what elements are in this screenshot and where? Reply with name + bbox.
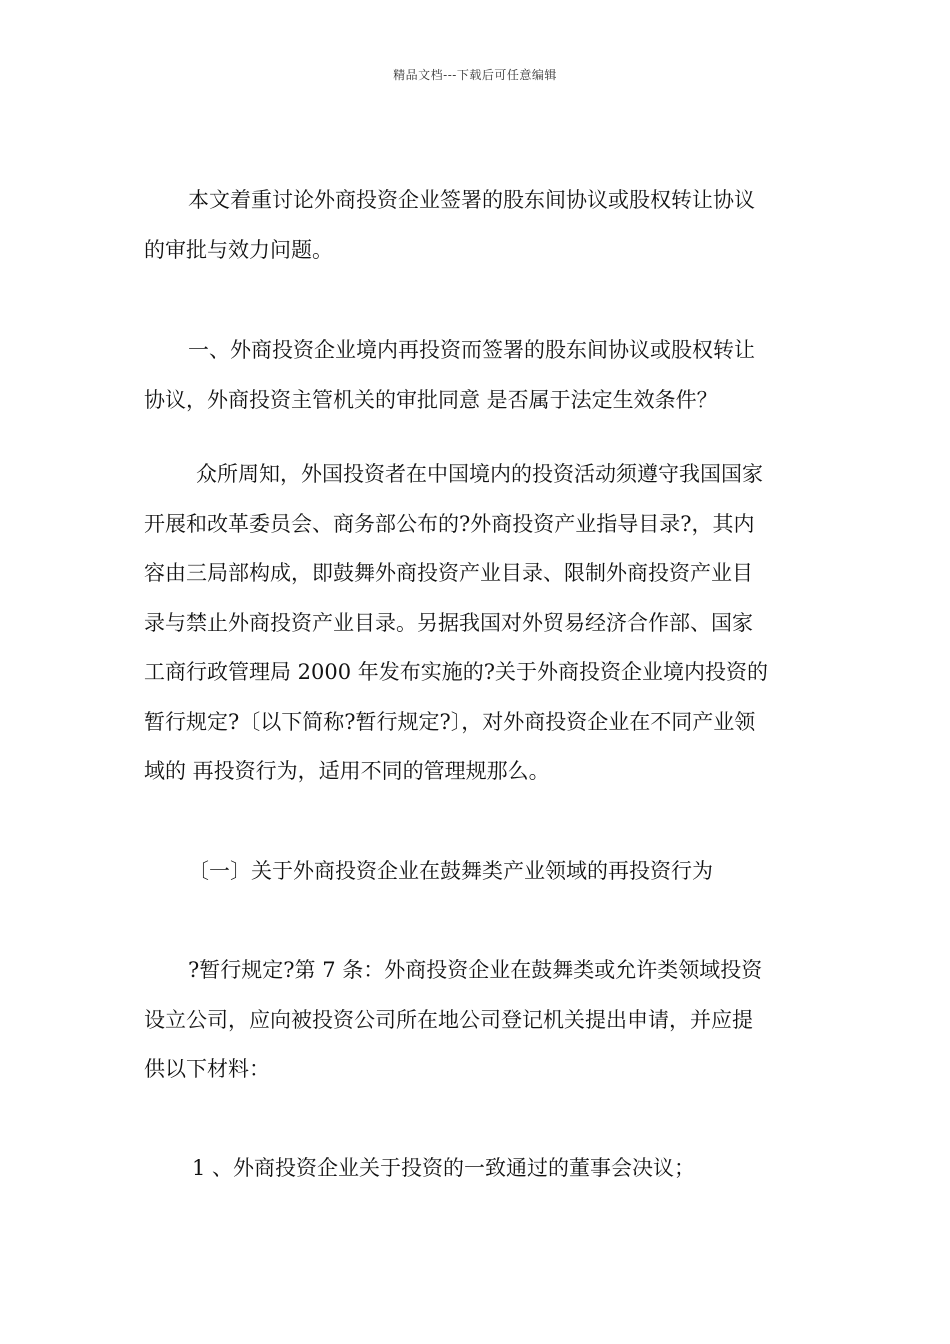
text-line: 设立公司，应向被投资公司所在地公司登记机关提出申请，并应提 [144, 1007, 753, 1032]
page-header: 精品文档---下载后可任意编辑 [393, 68, 557, 82]
text-line: 众所周知，外国投资者在中国境内的投资活动须遵守我国国家 [196, 462, 763, 486]
text-line: 开展和改革委员会、商务部公布的?外商投资产业指导目录?，其内 [144, 511, 755, 536]
intro-paragraph [144, 176, 810, 275]
text-line: 一、外商投资企业境内再投资而签署的股东间协议或股权转让 [188, 338, 755, 362]
text-line: ?暂行规定?第 7 条：外商投资企业在鼓舞类或允许类领域投资 [188, 958, 763, 982]
subsection-heading [144, 847, 810, 897]
body-paragraph [144, 450, 810, 797]
text-line: 〔一〕关于外商投资企业在鼓舞类产业领域的再投资行为 [188, 859, 713, 883]
section-heading-1 [144, 326, 810, 425]
text-line: 域的 再投资行为，适用不同的管理规那么。 [144, 759, 550, 783]
text-line: 暂行规定?〔以下简称?暂行规定?〕，对外商投资企业在不同产业领 [144, 709, 756, 734]
text-line: 的审批与效力问题。 [144, 237, 333, 262]
text-line: 1 、外商投资企业关于投资的一致通过的董事会决议； [192, 1156, 696, 1180]
text-line: 供以下材料： [144, 1057, 270, 1081]
text-line: 工商行政管理局 2000 年发布实施的?关于外商投资企业境内投资的 [144, 660, 769, 684]
regulation-paragraph [144, 946, 810, 1095]
text-line: 录与禁止外商投资产业目录。另据我国对外贸易经济合作部、国家 [144, 610, 753, 635]
list-item [144, 1144, 810, 1194]
text-line: 本文着重讨论外商投资企业签署的股东间协议或股权转让协议 [188, 188, 755, 212]
text-line: 协议，外商投资主管机关的审批同意 是否属于法定生效条件？ [144, 387, 718, 412]
text-line: 容由三局部构成，即鼓舞外商投资产业目录、限制外商投资产业目 [144, 561, 753, 585]
